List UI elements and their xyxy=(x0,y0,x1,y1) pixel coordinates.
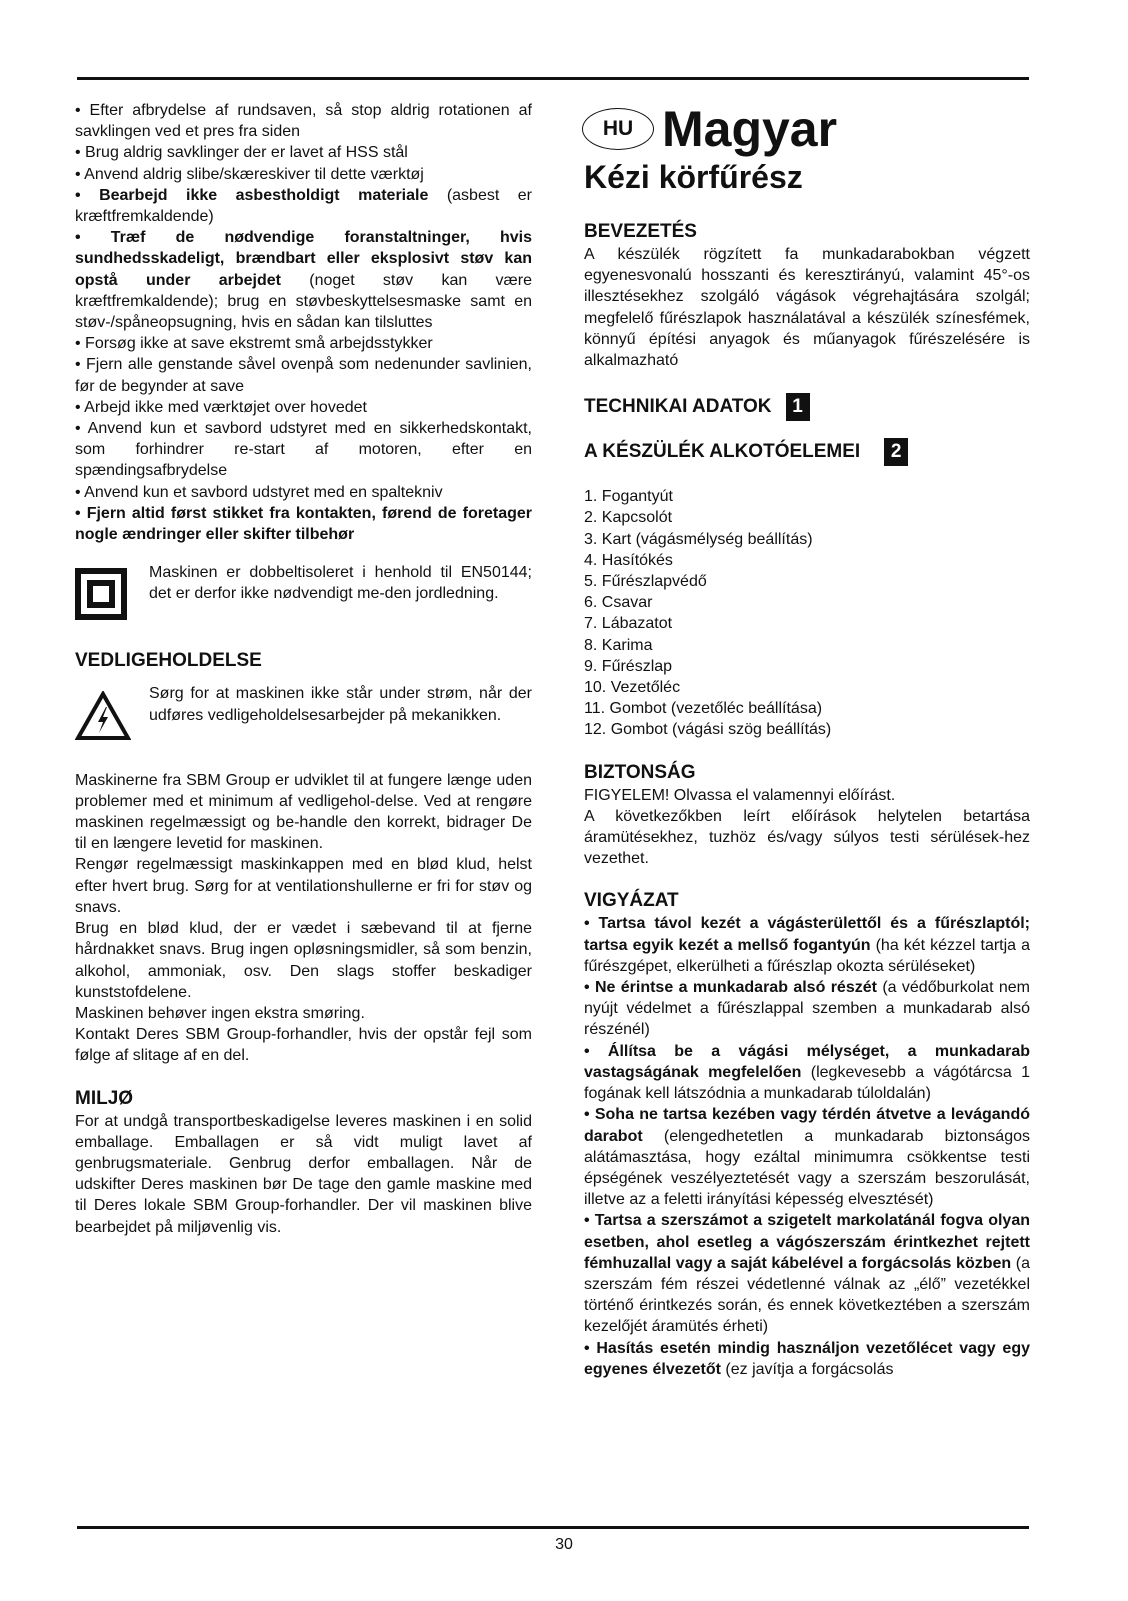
paragraph: Maskinen behøver ingen ekstra smøring. xyxy=(75,1004,365,1022)
components-list xyxy=(584,486,1030,740)
section-heading-intro: BEVEZETÉS xyxy=(584,221,697,242)
list-item: 11. Gombot (vezetőléc beállítása) xyxy=(584,700,823,718)
page-number: 30 xyxy=(555,1536,573,1553)
paragraph: A következőkben leírt előírások helytelen betartása áramütésekhez, tuzhöz és/vagy súlyos testi sérülések-hez vezethet. xyxy=(584,807,1030,868)
section-heading-environment: MILJØ xyxy=(75,1087,134,1109)
footer-rule xyxy=(77,1526,1029,1529)
paragraph: A készülék rögzített fa munkadarabokban végzett egyenesvonalú hosszanti és keresztirányú, valamint 45°-os illesztésekhez szolgáló vágások végrehajtására szolgál; megfelelő fűrészlapok használatával a készülék színesfémek, könnyű építési anyagok és műanyagok fűrészelésére is alkalmazható xyxy=(584,246,1030,370)
list-item: 5. Fűrészlapvédő xyxy=(584,573,707,591)
paragraph: Brug en blød klud, der er vædet i sæbevand til at fjerne hårdnakket snavs. Brug ingen opløsningsmidler, så som benzin, alkohol, ammoniak, osv. Den slags stoffer beskadiger kunststofdelene. xyxy=(75,920,532,1001)
bullet-item: • Efter afbrydelse af rundsaven, så stop aldrig rotationen af savklingen ved et pres fra siden xyxy=(75,102,532,141)
section-heading-safety: BIZTONSÁG xyxy=(584,761,696,783)
bullet-item: • Ne érintse a munkadarab alsó részét (a védőburkolat nem nyújt védelmet a fűrészlappal szemben a munkadarab alsó részénél) xyxy=(584,979,1031,1039)
list-item: 6. Csavar xyxy=(584,594,653,612)
electric-hazard-icon xyxy=(75,691,149,747)
bullet-item: • Anvend kun et savbord udstyret med en spaltekniv xyxy=(75,483,443,501)
bullet-item: • Bearbejd ikke asbestholdigt materiale (asbest er kræftfremkaldende) xyxy=(75,186,532,226)
bullet-item: • Állítsa be a vágási mélységet, a munkadarab vastagságának megfelelően (legkevesebb a vágótárcsa 1 fogának kell látszódnia a munkadarab túloldalán) xyxy=(584,1042,1031,1103)
document-subtitle: Kézi körfűrész xyxy=(584,159,803,195)
paragraph: For at undgå transportbeskadigelse leveres maskinen i en solid emballage. Emballagen er så vidt muligt lavet af genbrugsmateriale. Genbrug derfor emballagen. Når de udskifter Deres maskinen bør De tage den gamle maskine med til Deres lokale SBM Group-forhandler. Der vil maskinen blive bearbejdet på miljøvenlig vis. xyxy=(75,1112,532,1236)
maintenance-paragraphs xyxy=(75,770,532,1067)
header-rule xyxy=(77,77,1029,80)
section-heading-tech-data: TECHNIKAI ADATOK 1 xyxy=(584,393,1030,421)
caution-bullet-list xyxy=(584,913,1030,1379)
bullet-item: • Træf de nødvendige foranstaltninger, hvis sundhedsskadeligt, brændbart eller eksplosivt støv kan opstå under arbejdet (noget støv kan være kræftfremkaldende); brug en støvbeskyttelsesmaske samt en støv-/spåneopsugning, hvis en sådan kan tilsluttes xyxy=(75,229,533,332)
paragraph: FIGYELEM! Olvassa el valamennyi előírást. xyxy=(584,786,896,804)
list-item: 7. Lábazatot xyxy=(584,615,673,633)
list-item: 3. Kart (vágásmélység beállítás) xyxy=(584,530,813,548)
section-heading-caution: VIGYÁZAT xyxy=(584,890,679,912)
right-column xyxy=(584,100,1030,1380)
language-header xyxy=(584,100,1030,158)
list-item: 2. Kapcsolót xyxy=(584,509,673,527)
paragraph: Maskinerne fra SBM Group er udviklet til at fungere længe uden problemer med et minimum af vedligehol-delse. Ved at rengøre maskinen regelmæssigt og be-handle den korrekt, bidrager De til en længere levetid for maskinen. xyxy=(75,771,532,853)
bullet-item: • Forsøg ikke at save ekstremt små arbejdsstykker xyxy=(75,335,433,353)
double-insulation-icon xyxy=(75,568,149,626)
left-column xyxy=(75,100,532,1238)
bullet-item: • Brug aldrig savklinger der er lavet af HSS stål xyxy=(75,144,408,162)
list-item: 10. Vezetőléc xyxy=(584,679,681,697)
figure-ref-badge: 1 xyxy=(786,393,810,421)
bullet-item: • Hasítás esetén mindig használjon vezetőlécet vagy egy egyenes élvezetőt (ez javítja a forgácsolás xyxy=(584,1339,1030,1378)
safety-bullet-list xyxy=(75,100,532,545)
language-title: Magyar xyxy=(662,101,838,157)
section-heading-components: A KÉSZÜLÉK ALKOTÓELEMEI 2 xyxy=(584,438,1030,466)
bullet-item: • Fjern alle genstande såvel ovenpå som nedenunder savlinien, før de begynder at save xyxy=(75,356,532,395)
bullet-item: • Fjern altid først stikket fra kontakten, førend de foretager nogle ændringer eller skifter tilbehør xyxy=(75,504,532,544)
maintenance-warning: Sørg for at maskinen ikke står under strøm, når der udføres vedligeholdelsesarbejder på mekanikken. xyxy=(75,683,532,747)
bullet-item: • Anvend aldrig slibe/skæreskiver til dette værktøj xyxy=(75,165,424,183)
list-item: 12. Gombot (vágási szög beállítás) xyxy=(584,721,832,739)
double-insulation-note: Maskinen er dobbeltisoleret i henhold til EN50144; det er derfor ikke nødvendigt me-den jordledning. xyxy=(75,562,532,626)
bullet-item: • Tartsa távol kezét a vágásterülettől és a fűrészlaptól; tartsa egyik kezét a mellső fogantyún (ha két kézzel tartja a fűrészgépet, elkerülheti a fűrészlap okozta sérüléseket) xyxy=(584,915,1030,975)
bullet-item: • Anvend kun et savbord udstyret med en sikkerhedskontakt, som forhindrer re-start af motoren, efter en spændingsafbrydelse xyxy=(75,420,532,480)
section-heading-maintenance: VEDLIGEHOLDELSE xyxy=(75,650,262,672)
list-item: 9. Fűrészlap xyxy=(584,657,673,675)
bullet-item: • Soha ne tartsa kezében vagy térdén átvetve a levágandó darabot (elengedhetetlen a munkadarab biztonságos alátámasztása, hogy ezáltal minimumra csökkentse testi épségének veszélyeztetését vagy a szerszám beszorulását, illetve az a feletti irányítási képesség elvesztését) xyxy=(584,1106,1030,1209)
language-code-badge: HU xyxy=(582,108,654,150)
bullet-item: • Arbejd ikke med værktøjet over hovedet xyxy=(75,398,367,416)
list-item: 1. Fogantyút xyxy=(584,488,673,506)
bullet-item: • Tartsa a szerszámot a szigetelt markolatánál fogva olyan esetben, ahol esetleg a vágószerszám érintkezhet rejtett fémhuzallal vagy a saját kábelével a forgácsolás közben (a szerszám fém részei védetlenné válnak az „élő” vezetékkel történő érintkezés során, és ennek következtében a szerszám kezelőjét áramütés érheti) xyxy=(584,1212,1031,1336)
figure-ref-badge: 2 xyxy=(884,438,908,466)
list-item: 4. Hasítókés xyxy=(584,551,673,569)
paragraph: Kontakt Deres SBM Group-forhandler, hvis der opstår fejl som følge af slitage af en del. xyxy=(75,1026,532,1065)
paragraph: Rengør regelmæssigt maskinkappen med en blød klud, helst efter hvert brug. Sørg for at ventilationshullerne er fri for støv og snavs. xyxy=(75,856,532,916)
list-item: 8. Karima xyxy=(584,636,653,654)
